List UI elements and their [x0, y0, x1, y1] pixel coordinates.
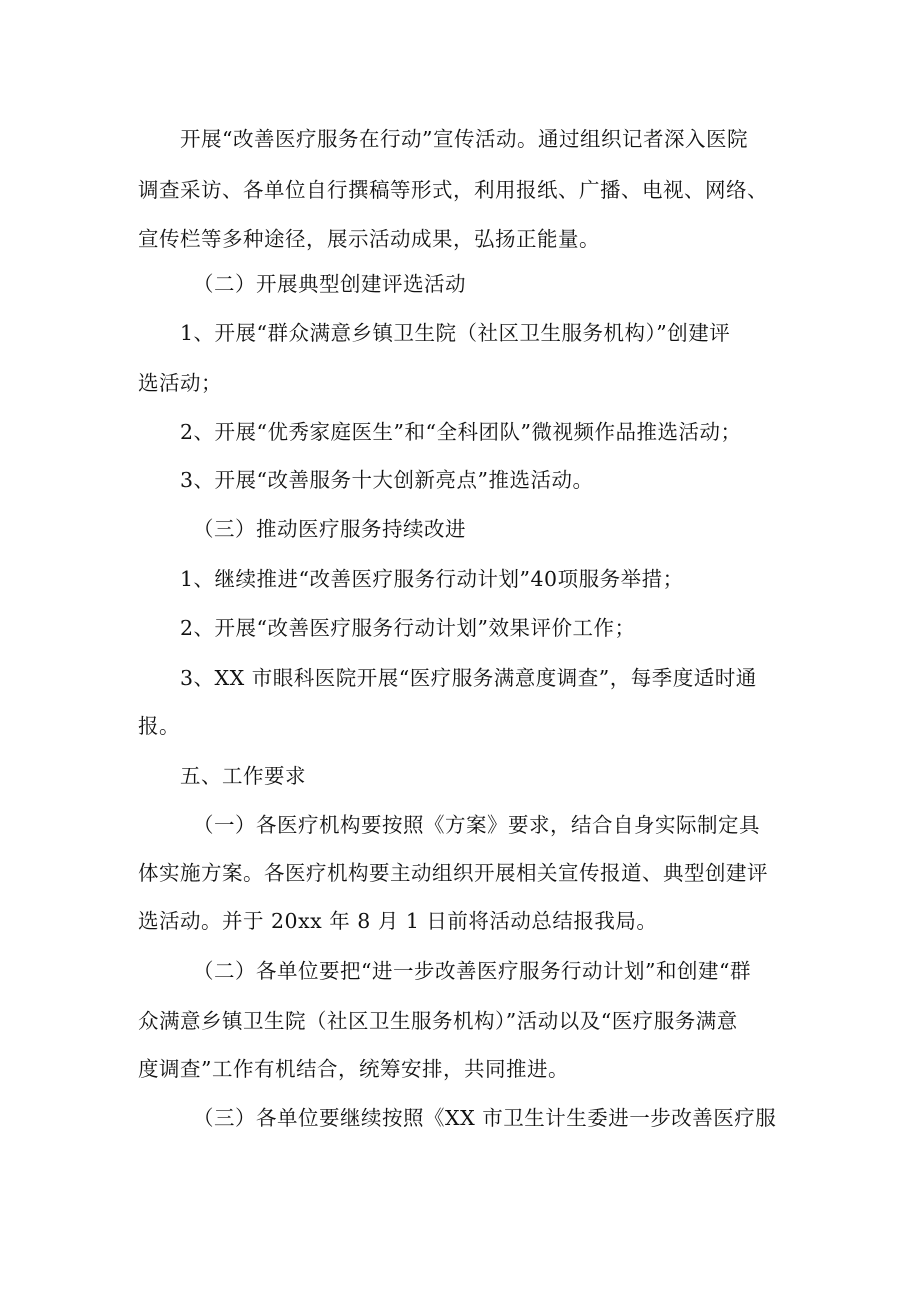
chapter-heading: 五、工作要求	[180, 764, 306, 788]
list-item-line: 3、XX 市眼科医院开展“医疗服务满意度调查”，每季度适时通	[180, 666, 757, 690]
section-heading-2: （二）开展典型创建评选活动	[193, 272, 466, 296]
paragraph-line: 选活动。并于 20xx 年 8 月 1 日前将活动总结报我局。	[138, 909, 658, 933]
paragraph-line: 体实施方案。各医疗机构要主动组织开展相关宣传报道、典型创建评	[138, 861, 768, 885]
paragraph-line: （二）各单位要把“进一步改善医疗服务行动计划”和创建“群	[193, 959, 751, 983]
paragraph-line: （三）各单位要继续按照《XX 市卫生计生委进一步改善医疗服	[193, 1106, 777, 1130]
paragraph-line: 度调查”工作有机结合，统筹安排，共同推进。	[138, 1057, 569, 1081]
list-item-line: 3、开展“改善服务十大创新亮点”推选活动。	[180, 468, 594, 492]
section-heading-3: （三）推动医疗服务持续改进	[193, 517, 466, 541]
list-item-line: 2、开展“改善医疗服务行动计划”效果评价工作；	[180, 616, 636, 640]
paragraph-line-2: 调查采访、各单位自行撰稿等形式，利用报纸、广播、电视、网络、	[138, 178, 768, 202]
list-item-line: 1、继续推进“改善医疗服务行动计划”40项服务举措；	[180, 567, 684, 591]
paragraph-line: （一）各医疗机构要按照《方案》要求，结合自身实际制定具	[193, 813, 760, 837]
paragraph-line: 众满意乡镇卫生院（社区卫生服务机构）”活动以及“医疗服务满意	[138, 1009, 738, 1033]
paragraph-line-3: 宣传栏等多种途径，展示活动成果，弘扬正能量。	[138, 227, 600, 251]
list-item-line: 2、开展“优秀家庭医生”和“全科团队”微视频作品推选活动；	[180, 420, 742, 444]
list-item-line: 报。	[138, 714, 180, 738]
list-item-line: 1、开展“群众满意乡镇卫生院（社区卫生服务机构）”创建评	[180, 321, 731, 345]
paragraph-line-1: 开展“改善医疗服务在行动”宣传活动。通过组织记者深入医院	[180, 127, 748, 151]
list-item-line: 选活动；	[138, 371, 222, 395]
